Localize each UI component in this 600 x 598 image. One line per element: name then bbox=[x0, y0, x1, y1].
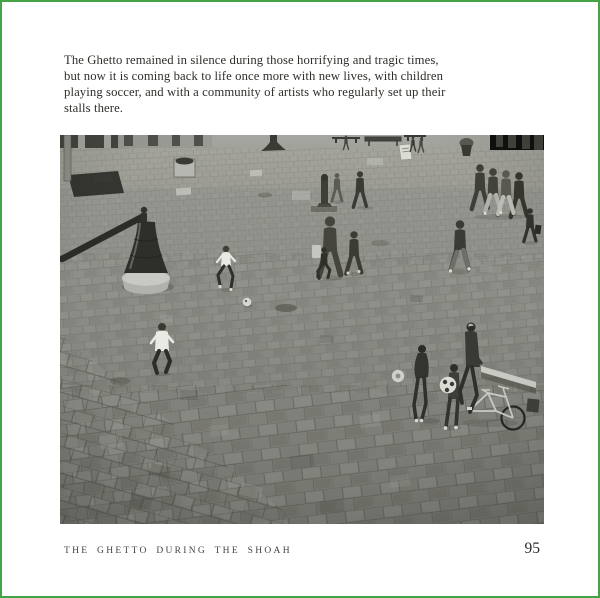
running-title: THE GHETTO DURING THE SHOAH bbox=[64, 546, 292, 556]
page-number: 95 bbox=[524, 540, 540, 557]
ghetto-square-photo bbox=[60, 135, 544, 524]
body-text bbox=[64, 52, 464, 116]
photo-vignette bbox=[60, 135, 544, 524]
footer bbox=[64, 540, 540, 558]
body-text-line: but now it is coming back to life once more with new lives, with children bbox=[64, 69, 444, 83]
body-text-line: The Ghetto remained in silence during those horrifying and tragic times, bbox=[64, 53, 439, 67]
body-text-line: stalls there. bbox=[64, 101, 124, 115]
body-text-line: playing soccer, and with a community of artists who regularly set up their bbox=[64, 85, 446, 99]
ghetto-square-photo-svg bbox=[60, 135, 544, 524]
